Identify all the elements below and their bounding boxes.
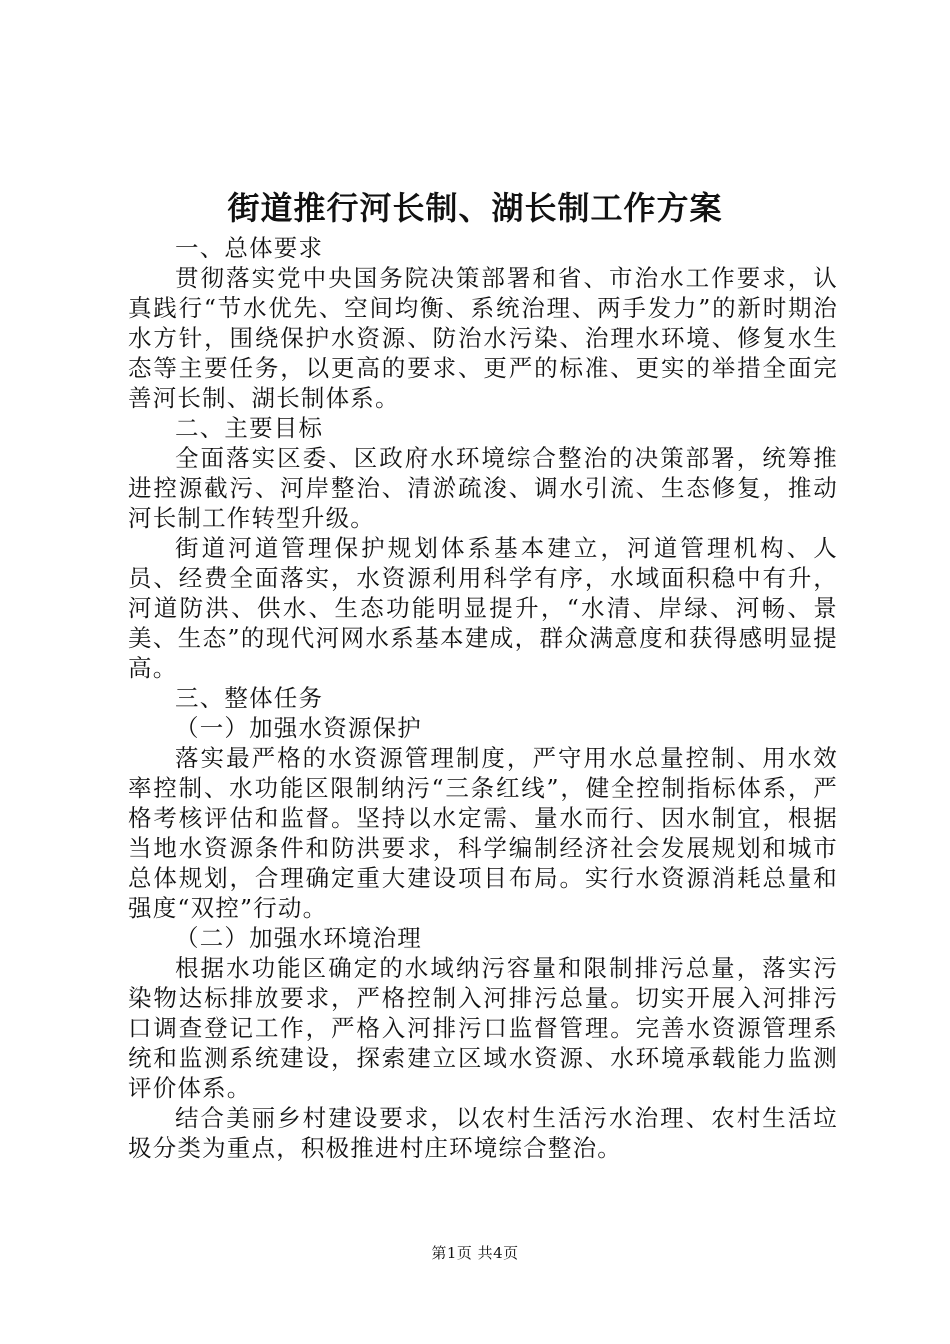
document-body [128,233,838,1163]
body-paragraph: 结合美丽乡村建设要求，以农村生活污水治理、农村生活垃圾分类为重点，积极推进村庄环境综合整治。 [128,1104,838,1162]
body-paragraph: 根据水功能区确定的水域纳污容量和限制排污总量，落实污染物达标排放要求，严格控制入河排污总量。切实开展入河排污口调查登记工作，严格入河排污口监督管理。完善水资源管理系统和监测系统建设，探索建立区域水资源、水环境承载能力监测评价体系。 [128,954,838,1102]
body-paragraph: 街道河道管理保护规划体系基本建立，河道管理机构、人员、经费全面落实，水资源利用科学有序，水域面积稳中有升，河道防洪、供水、生态功能明显提升，“水清、岸绿、河畅、景美、生态”的现代河网水系基本建成，群众满意度和获得感明显提高。 [128,534,838,682]
body-paragraph: 全面落实区委、区政府水环境综合整治的决策部署，统筹推进控源截污、河岸整治、清淤疏浚、调水引流、生态修复，推动河长制工作转型升级。 [128,444,838,532]
section-heading: 二、主要目标 [175,414,324,442]
subsection-heading: （一）加强水资源保护 [175,714,422,742]
section-heading: 一、总体要求 [175,234,324,262]
body-paragraph: 贯彻落实党中央国务院决策部署和省、市治水工作要求，认真践行“节水优先、空间均衡、系统治理、两手发力”的新时期治水方针，围绕保护水资源、防治水污染、治理水环境、修复水生态等主要任务，以更高的要求、更严的标准、更实的举措全面完善河长制、湖长制体系。 [128,264,838,412]
document-title: 街道推行河长制、湖长制工作方案 [227,189,723,227]
body-paragraph: 落实最严格的水资源管理制度，严守用水总量控制、用水效率控制、水功能区限制纳污“三条红线”，健全控制指标体系，严格考核评估和监督。坚持以水定需、量水而行、因水制宜，根据当地水资源条件和防洪要求，科学编制经济社会发展规划和城市总体规划，合理确定重大建设项目布局。实行水资源消耗总量和强度“双控”行动。 [128,744,838,922]
page-footer: 第1页 共4页 [431,1244,519,1262]
subsection-heading: （二）加强水环境治理 [175,924,422,952]
section-heading: 三、整体任务 [175,684,324,712]
